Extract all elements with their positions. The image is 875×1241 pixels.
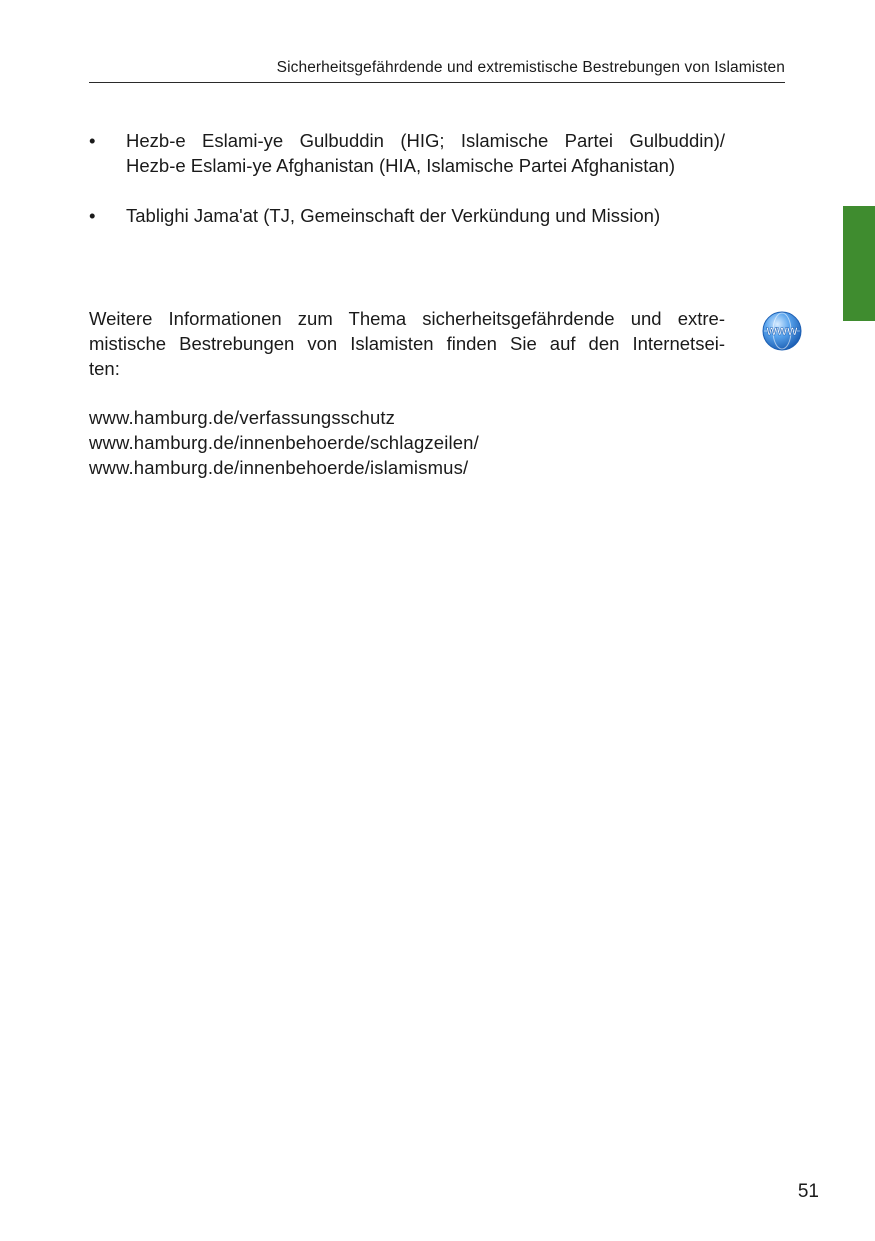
bullet-line: Tablighi Jama'at (TJ, Gemeinschaft der Verkündung und Mission) xyxy=(126,205,661,226)
bullet-point: • xyxy=(89,205,96,226)
bullet-point: • xyxy=(89,130,96,151)
bullet-line: Hezb-e Eslami-ye Afghanistan (HIA, Islamische Partei Afghanistan) xyxy=(126,155,676,176)
paragraph-line: Weitere Informationen zum Thema sicherheitsgefährdende und extre- xyxy=(89,308,725,329)
link-schlagzeilen[interactable]: www.hamburg.de/innenbehoerde/schlagzeilen/ xyxy=(89,432,479,453)
link-verfassungsschutz[interactable]: www.hamburg.de/verfassungsschutz xyxy=(89,407,396,428)
paragraph-line: mistische Bestrebungen von Islamisten finden Sie auf den Internetsei- xyxy=(89,333,725,354)
www-icon-label: WWW xyxy=(766,326,798,338)
section-tab-marker xyxy=(843,206,875,321)
further-information-paragraph xyxy=(89,306,725,381)
organization-bullet-list xyxy=(89,128,725,228)
page-number: 51 xyxy=(797,1181,819,1202)
bullet-item-tablighi-jamaat xyxy=(89,203,725,228)
running-header-title: Sicherheitsgefährdende und extremistische Bestrebungen von Islamisten xyxy=(276,59,785,76)
web-link-row xyxy=(89,455,479,480)
www-globe-icon xyxy=(762,311,802,351)
paragraph-line: ten: xyxy=(89,358,120,379)
web-link-list xyxy=(89,405,479,480)
link-islamismus[interactable]: www.hamburg.de/innenbehoerde/islamismus/ xyxy=(89,457,469,478)
bullet-item-hezb-e-eslami xyxy=(89,128,725,178)
web-link-row xyxy=(89,430,479,455)
bullet-line: Hezb-e Eslami-ye Gulbuddin (HIG; Islamische Partei Gulbuddin)/ xyxy=(126,130,725,151)
running-header xyxy=(89,58,785,83)
web-link-row xyxy=(89,405,479,430)
